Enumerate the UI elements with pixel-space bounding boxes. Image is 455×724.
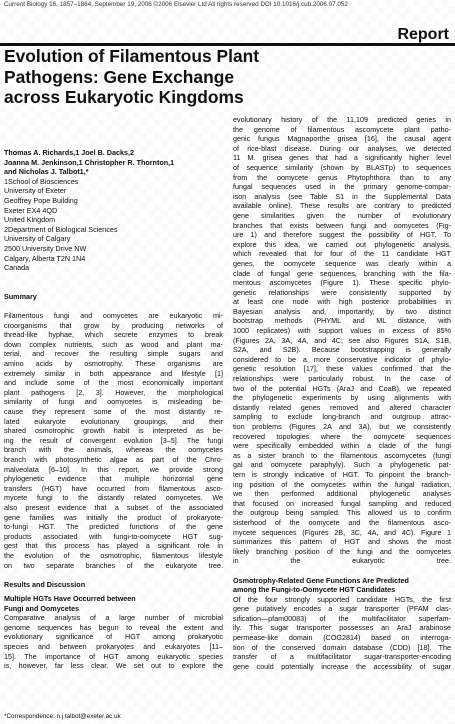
summary-line: transfers (HGT) have occurred from filamentous asco- xyxy=(4,483,223,493)
running-head: Current Biology 16, 1857–1864, September 19, 2006 ©2006 Elsevier Ltd All rights reserved DOI 10.1016/j.cub.2006.07.052 xyxy=(4,1,348,8)
body-line: evolutionary significance of HGT among prokaryotic xyxy=(4,632,223,642)
body-line: ure 1) and therefore suggest the possibility of HGT. To xyxy=(233,230,451,240)
body-line: evolutionary history of the 11,109 predicted genes in xyxy=(233,115,451,124)
section-subheading: Multiple HGTs Have Occurred between xyxy=(4,594,136,604)
body-line: recovered topologies where the oomycete sequences xyxy=(233,431,451,441)
article-title xyxy=(4,46,304,108)
affiliation-line: University of Calgary xyxy=(4,234,71,244)
body-line: ily. This sugar transporter possesses an AraJ arabinose xyxy=(233,623,451,633)
summary-line: gest that this process has played a significant role in xyxy=(4,541,223,551)
body-line: is, however, far less clear. We set out to explore the xyxy=(4,661,223,671)
body-line: of rice-blast disease. During our analyses, we detected xyxy=(233,143,451,153)
body-line: branches that exists between fungi and oomycetes (Fig- xyxy=(233,220,451,230)
author-line: Joanna M. Jenkinson,1 Christopher R. Thornton,1 xyxy=(4,157,175,167)
summary-line: also present evidence that a subset of the associated xyxy=(4,502,223,512)
body-line: explore this idea, we carried out phylogenetic analysis, xyxy=(233,239,451,249)
summary-line: extremely similar in both appearance and lifestyle [1] xyxy=(4,368,223,378)
affiliation-line: 2500 University Drive NW xyxy=(4,243,87,253)
body-line: species and between prokaryotes and eukaryotes [11– xyxy=(4,642,223,652)
body-line: (Figures 2A, 3A, 4A, and 4C; see also Figures S1A, S1B, xyxy=(233,335,451,345)
summary-line: products associated with fungi-to-oomycete HGT sug- xyxy=(4,531,223,541)
body-line: fungal sequences used in the primary genome-compar- xyxy=(233,182,451,192)
body-line: ison analysis (see Table S1 in the Supplemental Data xyxy=(233,191,451,201)
right-column xyxy=(233,115,451,671)
summary-line: on two separate branches of the eukaryote tree. xyxy=(4,560,223,570)
summary-line: mycete fungi to the distantly related oomycetes. We xyxy=(4,493,223,503)
spacer xyxy=(4,302,223,312)
body-line: gene similarities given the number of evolutionary xyxy=(233,210,451,220)
summary-line: down complex nutrients, such as wood and plant ma- xyxy=(4,339,223,349)
body-line: 1000 replicates) with support values in excess of 85% xyxy=(233,326,451,336)
summary-line: branch with the animals, whereas the oomycetes xyxy=(4,445,223,455)
body-line: ing position of the oomycetes within the fungal radiation, xyxy=(233,479,451,489)
body-line: summarizes this pattern of HGT and shows the most xyxy=(233,537,451,547)
body-line: in the eukaryotic tree. xyxy=(233,556,451,566)
body-line: gene putatively encodes a sugar transporter (PFAM clas- xyxy=(233,604,451,614)
summary-line: plant pathogens [2, 3]. However, the morphological xyxy=(4,387,223,397)
body-line: considered to be a more conservative indicator of phylo- xyxy=(233,354,451,364)
summary-line: branch with photosynthetic algae as part of the Chro- xyxy=(4,455,223,464)
body-line: Comparative analysis of a large number of microbial xyxy=(4,613,223,623)
body-line: Bayesian analysis and, importantly, by two distinct xyxy=(233,306,451,316)
body-line: mycete sequences (Figures 2B, 3C, 4A, and 4C). Figure 1 xyxy=(233,527,451,537)
body-line: tion problems (Figures 2A and 3A), but we consistently xyxy=(233,422,451,431)
summary-line: terial, and recover the resulting simple sugars and xyxy=(4,349,223,359)
summary-line: the evolution of the osmotrophic, filamentous lifestyle xyxy=(4,550,223,560)
spacer xyxy=(233,566,451,576)
body-line: transfer of a multifacilitator sugar-transporter-encoding xyxy=(233,652,451,662)
body-line: from the oomycete genus Phytophthora than to any xyxy=(233,172,451,182)
body-line: we then performed additional phylogenetic analyses xyxy=(233,489,451,499)
summary-heading: Summary xyxy=(4,291,37,301)
summary-line: amino acids by osmotrophy. These organisms are xyxy=(4,359,223,369)
body-line: which revealed that for four of the 11 candidate HGT xyxy=(233,249,451,259)
body-line: that focused on increased fungal sampling and reduced xyxy=(233,498,451,508)
body-line: tion of the conserved domain database (CDD) [18]. The xyxy=(233,642,451,652)
body-line: distantly related genes removed and altered character xyxy=(233,402,451,412)
body-line: sification—pfam00083) of the multifacilitator superfam- xyxy=(233,613,451,623)
section-subheading: Osmotrophy-Related Gene Functions Are Predicted xyxy=(233,575,409,585)
body-line: gal and oomycete paraphyly). Such a phylogenetic pat- xyxy=(233,460,451,470)
body-line: of sequence similarity (shown by BLASTp) to sequences xyxy=(233,162,451,172)
left-column xyxy=(4,148,223,671)
summary-line: lated eukaryote evolutionary groupings, and their xyxy=(4,416,223,426)
body-line: two of the potential HGTs (AraJ and CoaB), we repeated xyxy=(233,383,451,393)
title-line: Pathogens: Gene Exchange xyxy=(4,66,235,87)
body-line: 15]. The importance of HGT among eukaryotic species xyxy=(4,651,223,661)
body-line: at least one node with high posterior probabilities in xyxy=(233,297,451,307)
body-line: the genome of filamentous ascomycete plant patho- xyxy=(233,124,451,134)
body-line: were specifically embedded within a clade of the fungi xyxy=(233,441,451,451)
body-line: permease-like domain (COG2814) based on interroga- xyxy=(233,633,451,643)
affiliation-line: United Kingdom xyxy=(4,215,56,225)
body-line: as a sister branch to the filamentous ascomycetes (fungi xyxy=(233,450,451,460)
affiliation-line: Calgary, Alberta T2N 1N4 xyxy=(4,253,86,263)
body-line: sisterhood of the oomycete and the filamentous asco- xyxy=(233,517,451,527)
body-line: tern is strongly indicative of HGT. To pinpoint the branch- xyxy=(233,469,451,479)
correspondence-footnote: *Correspondence: n.j.talbot@exeter.ac.uk xyxy=(4,713,121,720)
summary-line: cause they represent some of the most distantly re- xyxy=(4,407,223,417)
body-line: gene could potentially increase the accessibility of sugar xyxy=(233,661,451,671)
title-line: across Eukaryotic Kingdoms xyxy=(4,87,244,107)
body-line: sampling to exclude long-branch and outgroup attrac- xyxy=(233,412,451,422)
article-type-label: Report xyxy=(397,26,449,43)
body-line: the phylogenetic experiments by using alignments with xyxy=(233,393,451,403)
body-line: likely branching position of the fungi and the oomycetes xyxy=(233,546,451,556)
body-line: the outgroup being sampled. This allowed us to confirm xyxy=(233,508,451,518)
summary-line: to-fungi HGT. The predicted functions of the gene xyxy=(4,522,223,532)
spacer xyxy=(4,282,223,292)
section-subheading: Fungi and Oomycetes xyxy=(4,603,80,613)
spacer xyxy=(4,570,223,580)
summary-line: phylogenetic evidence that multiple horizontal gene xyxy=(4,474,223,484)
affiliation-line: 1School of Biosciences xyxy=(4,176,79,186)
body-line: genic fungus Magnaporthe grisea [16], the causal agent xyxy=(233,134,451,144)
affiliation-line: Geoffrey Pope Building xyxy=(4,195,78,205)
body-line: Of the four strongly supported candidate HGTs, the first xyxy=(233,594,451,604)
body-line: relationships were particularly robust. In the case of xyxy=(233,374,451,384)
summary-line: shared osmotrophic growth habit is interpreted as be- xyxy=(4,426,223,436)
body-line: clade of fungal gene sequences, branching with the fila- xyxy=(233,268,451,278)
author-line: and Nicholas J. Talbot1,* xyxy=(4,167,89,177)
title-line: Evolution of Filamentous Plant xyxy=(4,46,260,66)
affiliation-line: University of Exeter xyxy=(4,186,67,196)
body-line: mentous ascomycetes (Figure 1). These specific phylo- xyxy=(233,278,451,288)
summary-line: and include some of the most economically important xyxy=(4,378,223,388)
section-subheading: among the Fungi-to-Oomycete HGT Candidates xyxy=(233,585,396,595)
summary-line: gene families was initially the product of prokaryote- xyxy=(4,512,223,522)
body-line: 11 M. grisea genes that had a significantly higher level xyxy=(233,153,451,163)
summary-line: croorganisms that grow by producing networks of xyxy=(4,320,223,330)
body-line: bootstrap methods (PHYML and ML distance, with xyxy=(233,316,451,326)
affiliation-line: Exeter EX4 4QD xyxy=(4,205,58,215)
body-line: genetic relationships were consistently supported by xyxy=(233,287,451,297)
summary-line: malveolata [6–10]. In this report, we provide strong xyxy=(4,464,223,474)
body-line: genome sequences has begun to reveal the extent and xyxy=(4,622,223,632)
summary-line: thread-like hyphae, which secrete enzymes to break xyxy=(4,330,223,340)
summary-line: similarity of fungi and oomycetes is misleading be- xyxy=(4,397,223,407)
affiliation-line: Canada xyxy=(4,263,30,273)
author-line: Thomas A. Richards,1 Joel B. Dacks,2 xyxy=(4,148,134,157)
body-line: S2A, and S2B). Because bootstrapping is generally xyxy=(233,345,451,355)
body-line: available online). These results are contrary to predicted xyxy=(233,201,451,211)
spacer xyxy=(4,273,223,283)
summary-line: Filamentous fungi and oomycetes are eukaryotic mi- xyxy=(4,311,223,321)
body-line: genetic resolution [17], these values confirmed that the xyxy=(233,364,451,374)
results-heading: Results and Discussion xyxy=(4,579,86,589)
affiliation-line: 2Department of Biological Sciences xyxy=(4,224,118,234)
body-line: genes, the oomycete sequence was clearly within a xyxy=(233,258,451,268)
summary-line: ing the result of convergent evolution [3–5]. The fungi xyxy=(4,435,223,445)
